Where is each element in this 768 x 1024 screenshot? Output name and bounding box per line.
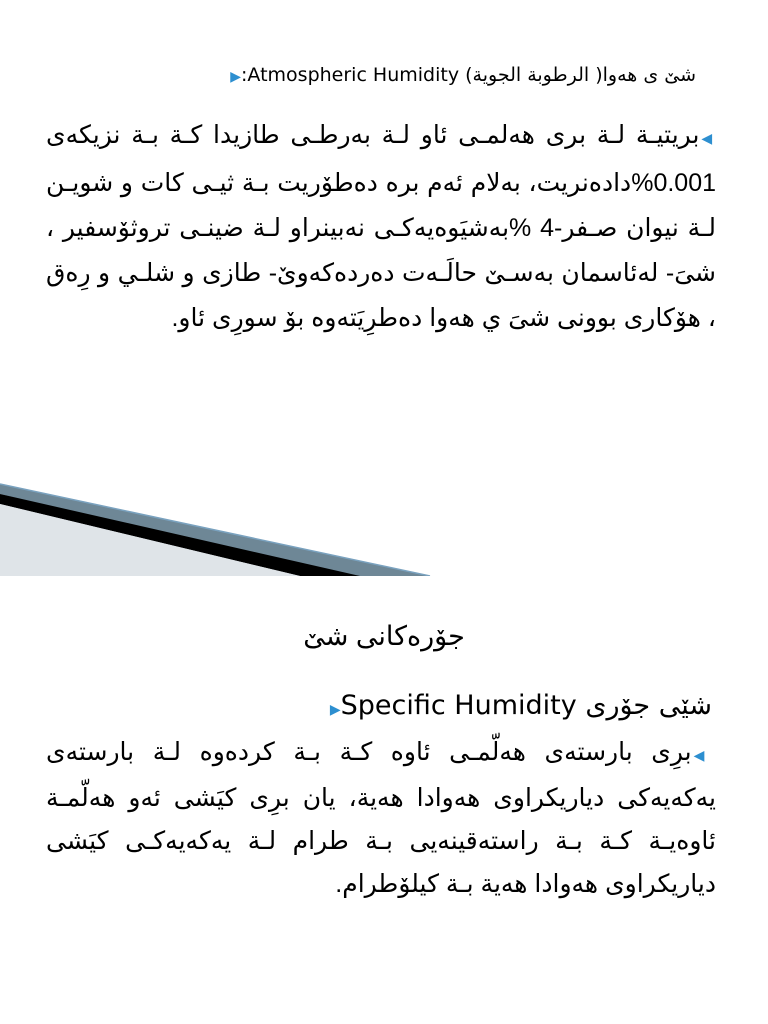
slide-2-subheading [40, 686, 712, 730]
slide-1-title [40, 60, 696, 92]
bullet-icon: ◀ [693, 747, 716, 763]
slide-2 [0, 576, 768, 1024]
swoosh-divider [0, 470, 460, 576]
slide-2-subheading-text: شێی جۆری Specific Humidity [340, 690, 712, 721]
bullet-icon: ▶ [329, 702, 341, 718]
bullet-icon: ▶ [230, 69, 242, 85]
bullet-icon: ◀ [701, 130, 716, 146]
slide-2-paragraph [46, 731, 716, 906]
slide-1-title-text: شێ ی هەوا( الرطوبة الجوية) Atmospheric Humidity: [241, 64, 696, 86]
slide-1-paragraph-text: بریتیـة لـة بری هەلمـی ئاو لـة بەرطـی طازیدا کـة بـة نزیکەی 0.001%دادەنریت، بەلام ئەم برە دەطۆریت بـة ثیـی کات و شویـن لـة نیوان صـفر-4 %بەشیَوەیەکـی نەبینراو لـة ضینـی تروثۆسفیر ، شیَ- لەئاسمان بەسـێ حالَـەت دەردەکەوێ- طازی و شلـي و رِەق ، هۆکاری بوونی شیَ ي هەوا دەطرِیَتەوە بۆ سورِی ئاو. [46, 121, 716, 332]
slide-2-paragraph-text: برِی بارستەی هەلّمـی ئاوە کـة بـة کردەوە لـة بارستەی یەکەیەکی دیاریکراوی هەوادا هەیة، یان برِی کیَشی ئەو هەلّمـة ئاوەیـة کـة بـة راستەقینەیی بـة طرام لـة یەکەیەکـی کیَشی دیاریکراوی هەوادا هەیة بـة کیلۆطرام. [46, 738, 716, 898]
slide-1-paragraph [46, 113, 716, 341]
slide-2-title: جۆرەکانی شێ [303, 621, 465, 651]
